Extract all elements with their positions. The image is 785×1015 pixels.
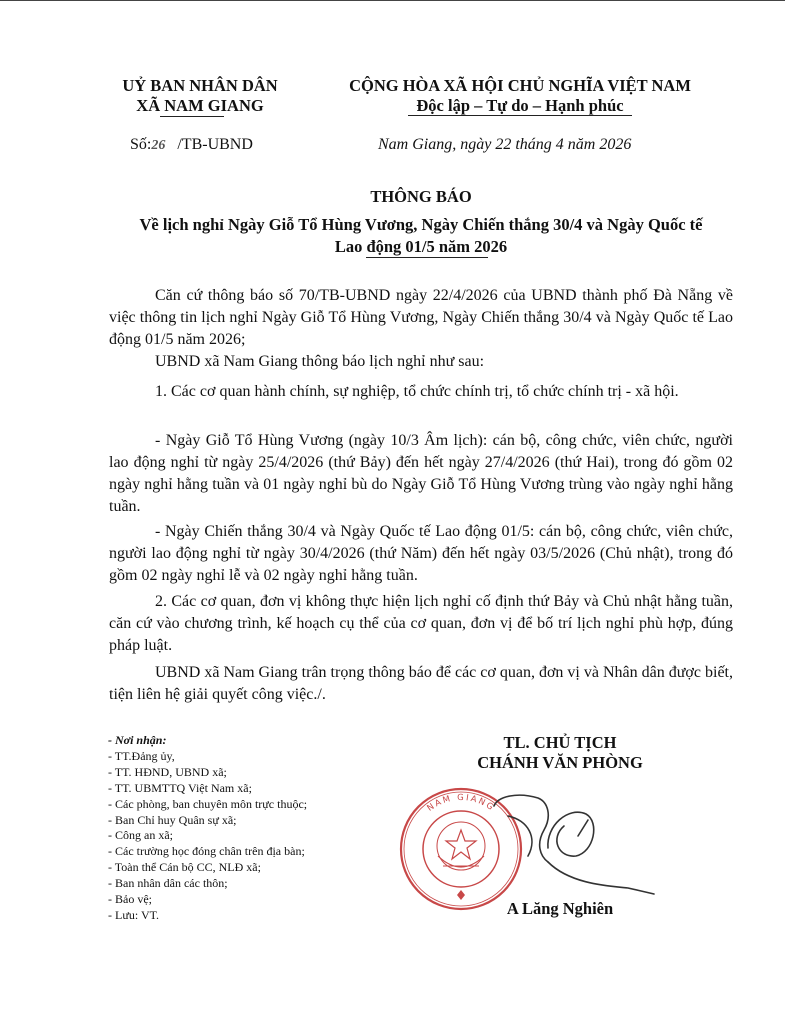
recipient-item: - Ban nhân dân các thôn; bbox=[108, 876, 228, 891]
recipient-item: - TT.Đảng ủy, bbox=[108, 748, 175, 763]
subtitle-line2: Lao động 01/5 năm 2026 bbox=[334, 237, 508, 256]
doc-number-value: 26 bbox=[151, 138, 166, 153]
national-header bbox=[330, 76, 710, 116]
recipients-block bbox=[108, 733, 368, 924]
national-motto: Độc lập – Tự do – Hạnh phúc bbox=[416, 96, 624, 115]
issuer-line1: UỶ BAN NHÂN DÂN bbox=[122, 76, 278, 95]
recipient-item: - Ban Chỉ huy Quân sự xã; bbox=[108, 812, 237, 827]
document-number bbox=[130, 136, 253, 154]
signature-title bbox=[440, 733, 680, 773]
official-seal-and-signature bbox=[398, 786, 656, 912]
document-title: THÔNG BÁO bbox=[370, 187, 472, 206]
signer-name: A Lăng Nghiên bbox=[506, 899, 614, 918]
signature-line1: TL. CHỦ TỊCH bbox=[503, 733, 617, 752]
document-subtitle bbox=[100, 214, 742, 258]
recipient-item: - TT. HĐND, UBND xã; bbox=[108, 764, 227, 779]
paragraph-basis: Căn cứ thông báo số 70/TB-UBND ngày 22/4/2026 của UBND thành phố Đà Nẵng về việc thông tin lịch nghỉ Ngày Giỗ Tổ Hùng Vương, Ngày Chiến thắng 30/4 và Ngày Quốc tế Lao động 01/5 năm 2026; bbox=[109, 287, 733, 348]
subtitle-line1: Về lịch nghỉ Ngày Giỗ Tổ Hùng Vương, Ngày Chiến thắng 30/4 và Ngày Quốc tế bbox=[139, 215, 703, 234]
doc-number-suffix: /TB-UBND bbox=[177, 136, 253, 153]
motto-underline bbox=[408, 115, 632, 116]
recipient-item: - Công an xã; bbox=[108, 828, 173, 843]
recipient-item: - Các trường học đóng chân trên địa bàn; bbox=[108, 844, 305, 859]
paragraph-hung-vuong: - Ngày Giỗ Tổ Hùng Vương (ngày 10/3 Âm lịch): cán bộ, công chức, viên chức, người lao động nghỉ từ ngày 25/4/2026 (thứ Bảy) đến hết ngày 27/4/2026 (thứ Hai), trong đó gồm 02 ngày nghỉ hằng tuần và 01 ngày nghỉ bù do Ngày Giỗ Tổ Hùng Vương trùng vào ngày nghỉ hằng tuần. bbox=[109, 432, 733, 515]
subtitle-underline bbox=[366, 257, 488, 258]
national-line1: CỘNG HÒA XÃ HỘI CHỦ NGHĨA VIỆT NAM bbox=[349, 76, 691, 95]
recipient-item: - Lưu: VT. bbox=[108, 907, 160, 922]
doc-number-prefix: Số: bbox=[130, 136, 152, 153]
paragraph-announcement: UBND xã Nam Giang thông báo lịch nghỉ như sau: bbox=[155, 353, 485, 370]
issuer-underline bbox=[160, 116, 224, 117]
place-date: Nam Giang, ngày 22 tháng 4 năm 2026 bbox=[378, 136, 632, 153]
paragraph-section-2: 2. Các cơ quan, đơn vị không thực hiện lịch nghỉ cố định thứ Bảy và Chủ nhật hằng tuần, căn cứ vào chương trình, kế hoạch cụ thể của cơ quan, đơn vị để bố trí lịch nghỉ phù hợp, đúng pháp luật. bbox=[109, 593, 733, 654]
paragraph-april-30: - Ngày Chiến thắng 30/4 và Ngày Quốc tế Lao động 01/5: cán bộ, công chức, viên chức, người lao động nghỉ từ ngày 30/4/2026 (thứ Năm) đến hết ngày 03/5/2026 (Chủ nhật), trong đó gồm 02 ngày nghỉ lễ và 02 ngày nghỉ hằng tuần. bbox=[109, 523, 733, 584]
issuer-line2: XÃ NAM GIANG bbox=[136, 96, 264, 115]
page-top-border bbox=[0, 0, 785, 1]
recipients-title: - Nơi nhận: bbox=[108, 733, 167, 747]
recipient-item: - Các phòng, ban chuyên môn trực thuộc; bbox=[108, 796, 308, 811]
seal-text: NAM GIANG bbox=[425, 792, 497, 814]
issuer-header bbox=[100, 76, 300, 116]
recipient-item: - TT. UBMTTQ Việt Nam xã; bbox=[108, 780, 252, 795]
recipient-item: - Bảo vệ; bbox=[108, 892, 152, 907]
paragraph-section-1: 1. Các cơ quan hành chính, sự nghiệp, tổ chức chính trị, tổ chức chính trị - xã hội. bbox=[155, 383, 679, 400]
paragraph-closing: UBND xã Nam Giang trân trọng thông báo để các cơ quan, đơn vị và Nhân dân được biết, tiện liên hệ giải quyết công việc./. bbox=[109, 664, 733, 703]
signature-line2: CHÁNH VĂN PHÒNG bbox=[477, 753, 643, 772]
seal-stamp-icon bbox=[401, 789, 521, 909]
recipient-item: - Toàn thể Cán bộ CC, NLĐ xã; bbox=[108, 860, 261, 875]
